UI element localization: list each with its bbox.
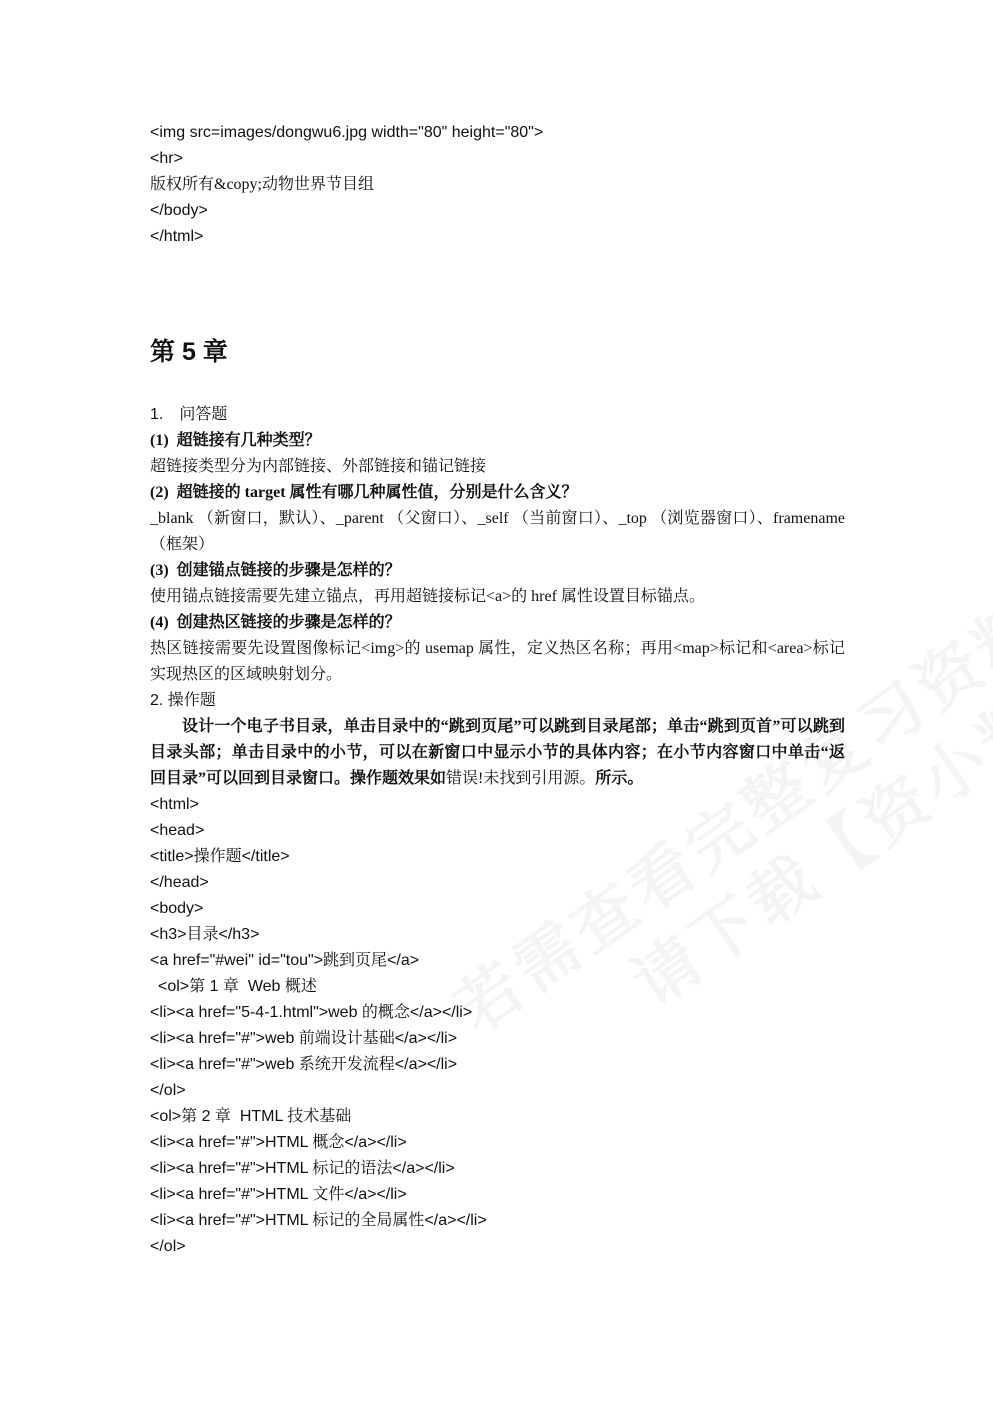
task-text: 设计一个电子书目录，单击目录中的“跳到页尾”可以跳到目录尾部；单击“跳到页首”可以跳到目录头部；单击目录中的小节，可以在新窗口中显示小节的具体内容；在小节内容窗口中单击“返回目录”可以回到目录窗口。操作题效果如 <box>150 718 845 787</box>
code-line: <img src=images/dongwu6.jpg width="80" height="80"> <box>150 124 544 141</box>
question-1: (1) 超链接有几种类型？ <box>150 432 321 449</box>
code-line: </body> <box>150 202 208 219</box>
code-line: </html> <box>150 228 204 245</box>
code-line: <li><a href="#">HTML 文件</a></li> <box>150 1186 407 1203</box>
code-line: <body> <box>150 900 204 917</box>
task-description <box>150 714 845 792</box>
answer-2: _blank （新窗口，默认）、_parent （父窗口）、_self （当前窗口）、_top （浏览器窗口）、framename （框架） <box>150 510 845 553</box>
code-line: <li><a href="#">web 系统开发流程</a></li> <box>150 1056 458 1073</box>
document-page <box>150 120 845 1260</box>
code-line: <head> <box>150 822 205 839</box>
question-3: (3) 创建锚点链接的步骤是怎样的？ <box>150 562 401 579</box>
code-line: <a href="#wei" id="tou">跳到页尾</a> <box>150 952 420 969</box>
reference-error: 错误!未找到引用源。 <box>446 770 596 787</box>
answer-4: 热区链接需要先设置图像标记<img>的 usemap 属性，定义热区名称；再用<map>标记和<area>标记实现热区的区域映射划分。 <box>150 640 845 683</box>
code-line: <li><a href="#">HTML 概念</a></li> <box>150 1134 407 1151</box>
code-line: </ol> <box>150 1082 186 1099</box>
code-line: <hr> <box>150 150 183 167</box>
code-line: <li><a href="#">HTML 标记的全局属性</a></li> <box>150 1212 487 1229</box>
answer-3: 使用锚点链接需要先建立锚点，再用超链接标记<a>的 href 属性设置目标锚点。 <box>150 588 705 605</box>
code-line: </ol> <box>150 1238 186 1255</box>
code-line: <title>操作题</title> <box>150 848 290 865</box>
code-line: <ol>第 2 章 HTML 技术基础 <box>150 1108 352 1125</box>
top-code-block <box>150 120 845 250</box>
code-line: <li><a href="5-4-1.html">web 的概念</a></li> <box>150 1004 473 1021</box>
code-line: <li><a href="#">web 前端设计基础</a></li> <box>150 1030 458 1047</box>
section-heading: 2. 操作题 <box>150 692 216 709</box>
answer-1: 超链接类型分为内部链接、外部链接和锚记链接 <box>150 458 487 475</box>
chapter-heading: 第 5 章 <box>150 338 228 366</box>
code-line: <html> <box>150 796 199 813</box>
code-line: </head> <box>150 874 209 891</box>
code-line: <li><a href="#">HTML 标记的语法</a></li> <box>150 1160 455 1177</box>
task-text-end: 所示。 <box>595 770 644 787</box>
code-line: <h3>目录</h3> <box>150 926 260 943</box>
section-heading: 1. 问答题 <box>150 406 228 423</box>
question-2: (2) 超链接的 target 属性有哪几种属性值，分别是什么含义？ <box>150 484 578 501</box>
code-listing <box>150 792 845 1260</box>
code-line: 版权所有&copy;动物世界节目组 <box>150 176 374 193</box>
question-4: (4) 创建热区链接的步骤是怎样的？ <box>150 614 401 631</box>
code-line: <ol>第 1 章 Web 概述 <box>158 978 317 995</box>
